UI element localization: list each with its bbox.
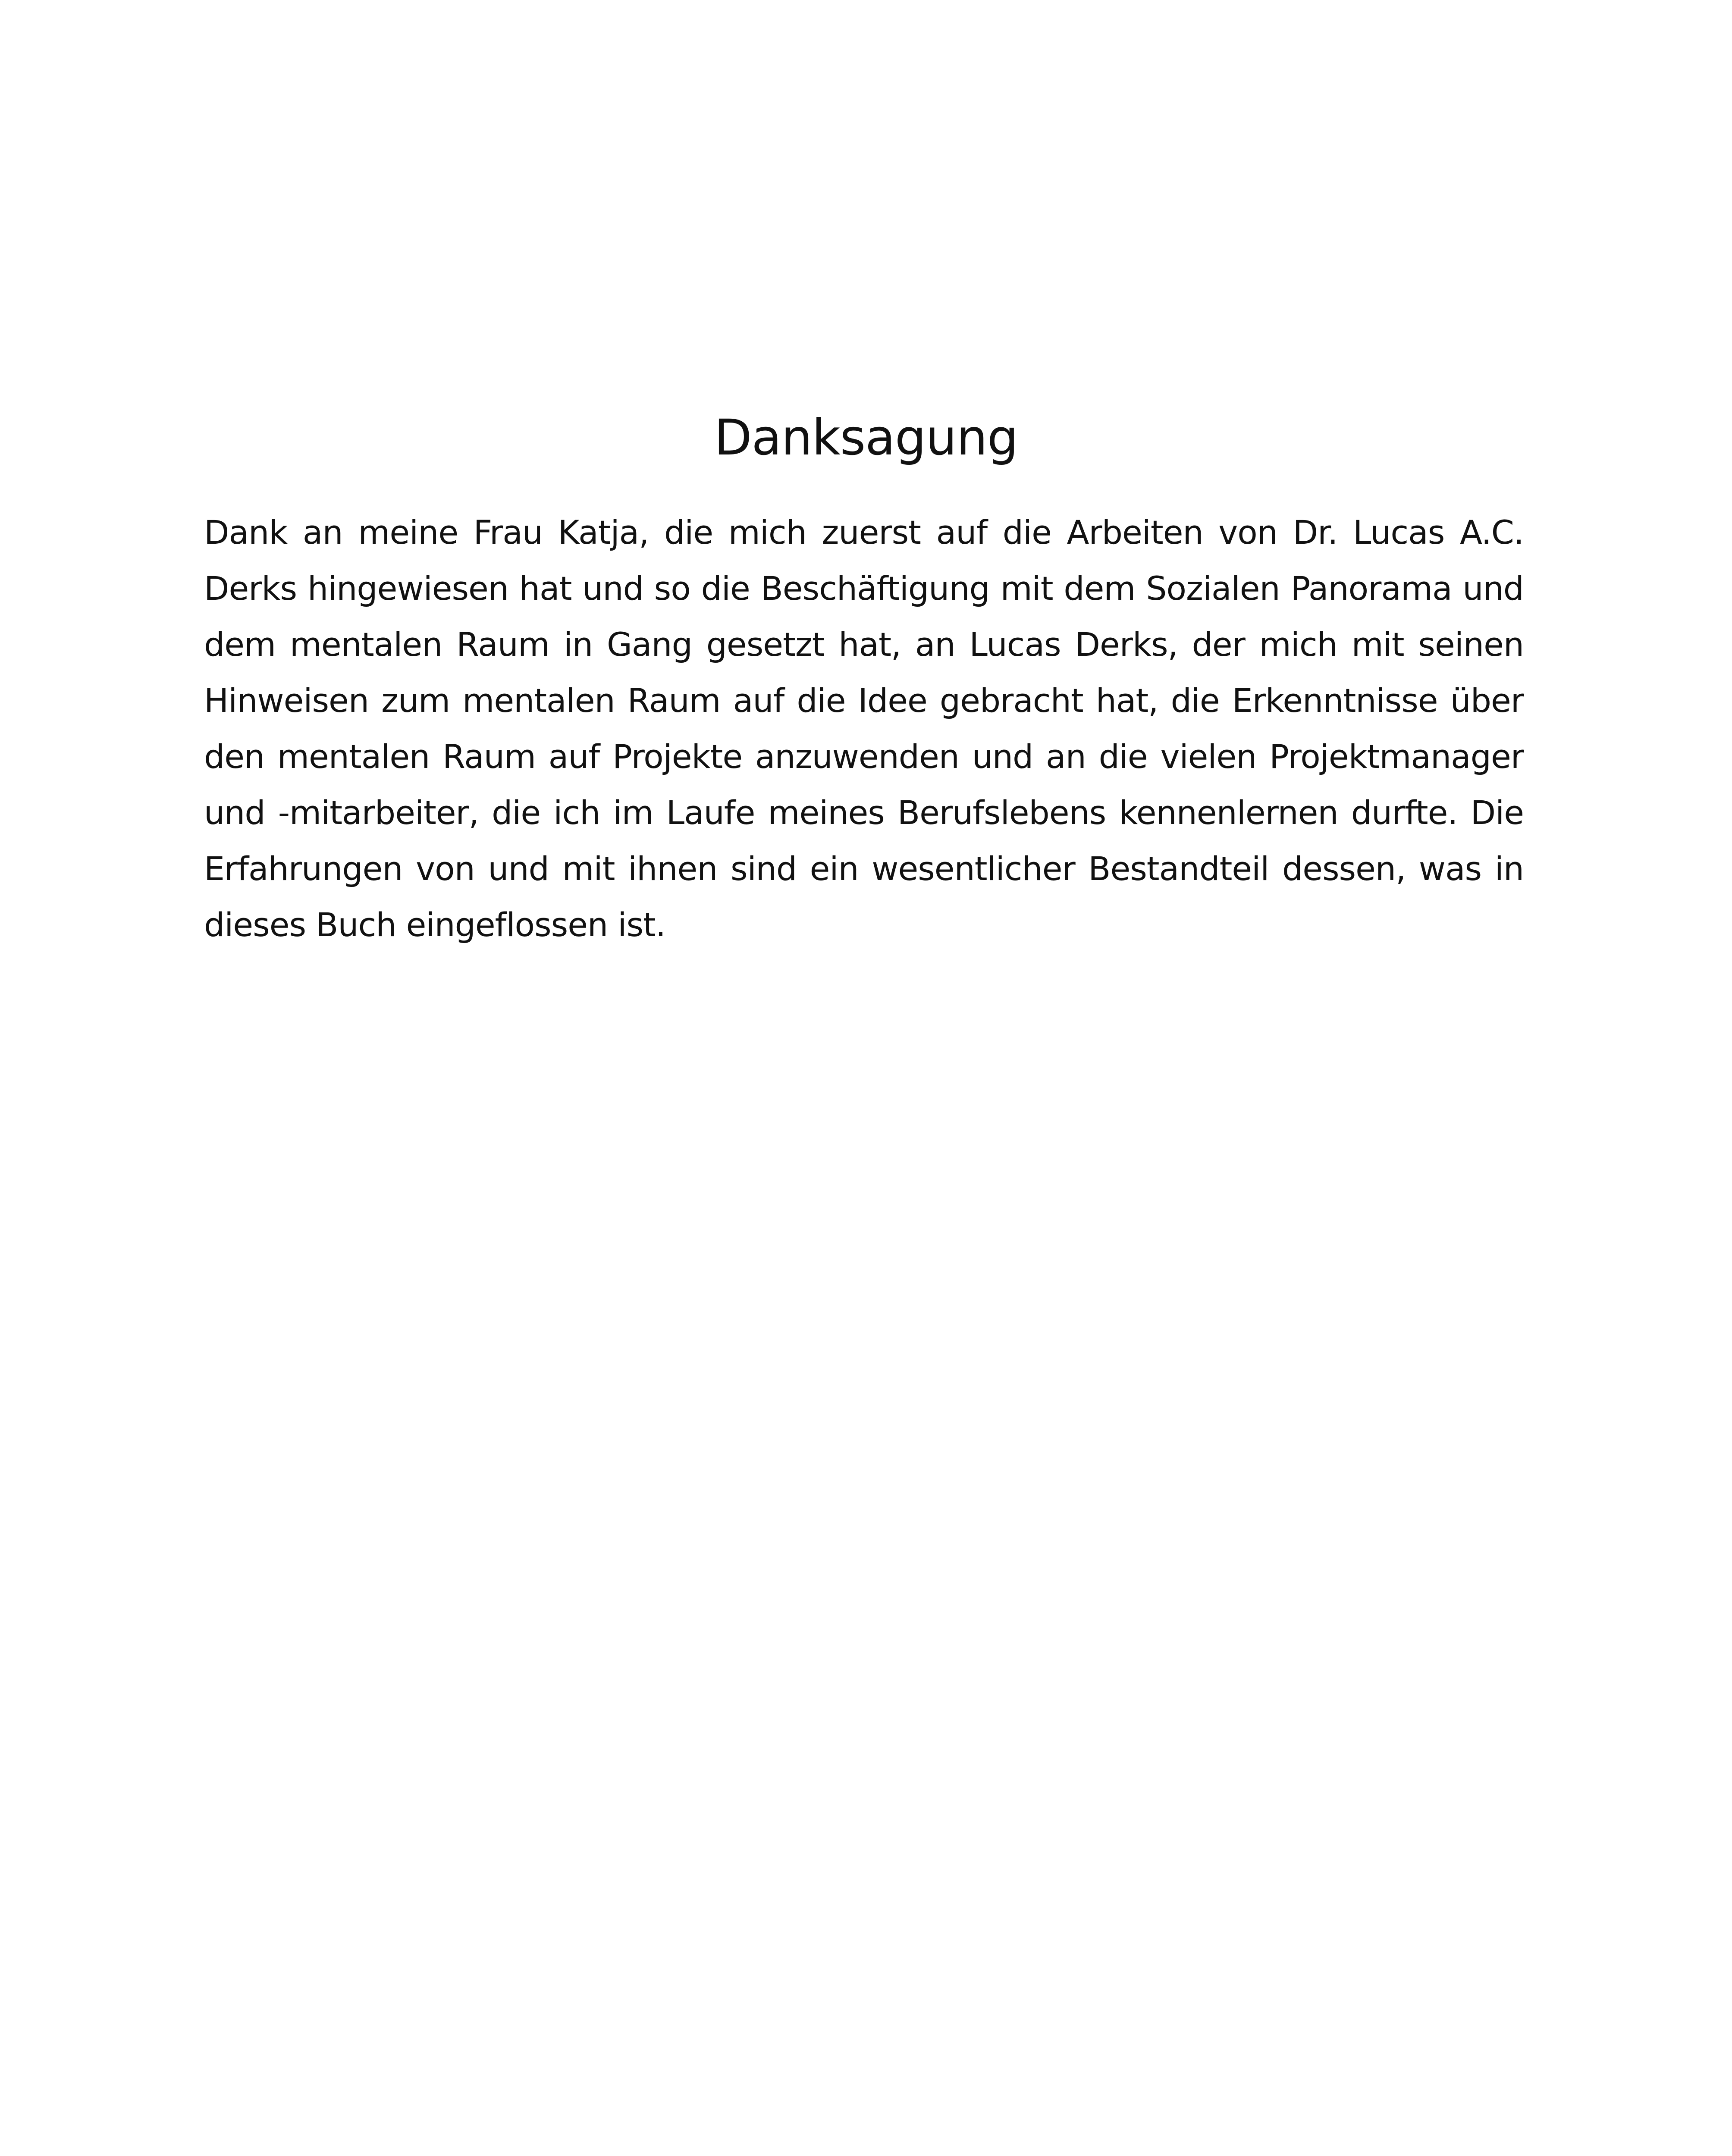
acknowledgement-paragraph: Dank an meine Frau Katja, die mich zuerst auf die Arbeiten von Dr. Lucas A.C. Derks hingewiesen hat und so die Beschäftigung mit dem Sozialen Panorama und dem mentalen Raum in Gang gesetzt hat, an Lucas Derks, der mich mit seinen Hinweisen zum mentalen Raum auf die Idee gebracht hat, die Erkenntnisse über den mentalen Raum auf Projekte anzuwenden und an die vielen Projektmanager und -mitarbeiter, die ich im Laufe meines Berufslebens kennenlernen durfte. Die Erfahrungen von und mit ihnen sind ein wesentlicher Bestandteil dessen, was in dieses Buch eingeflossen ist. bbox=[204, 513, 1524, 944]
page-title: Danksagung bbox=[714, 409, 1018, 466]
